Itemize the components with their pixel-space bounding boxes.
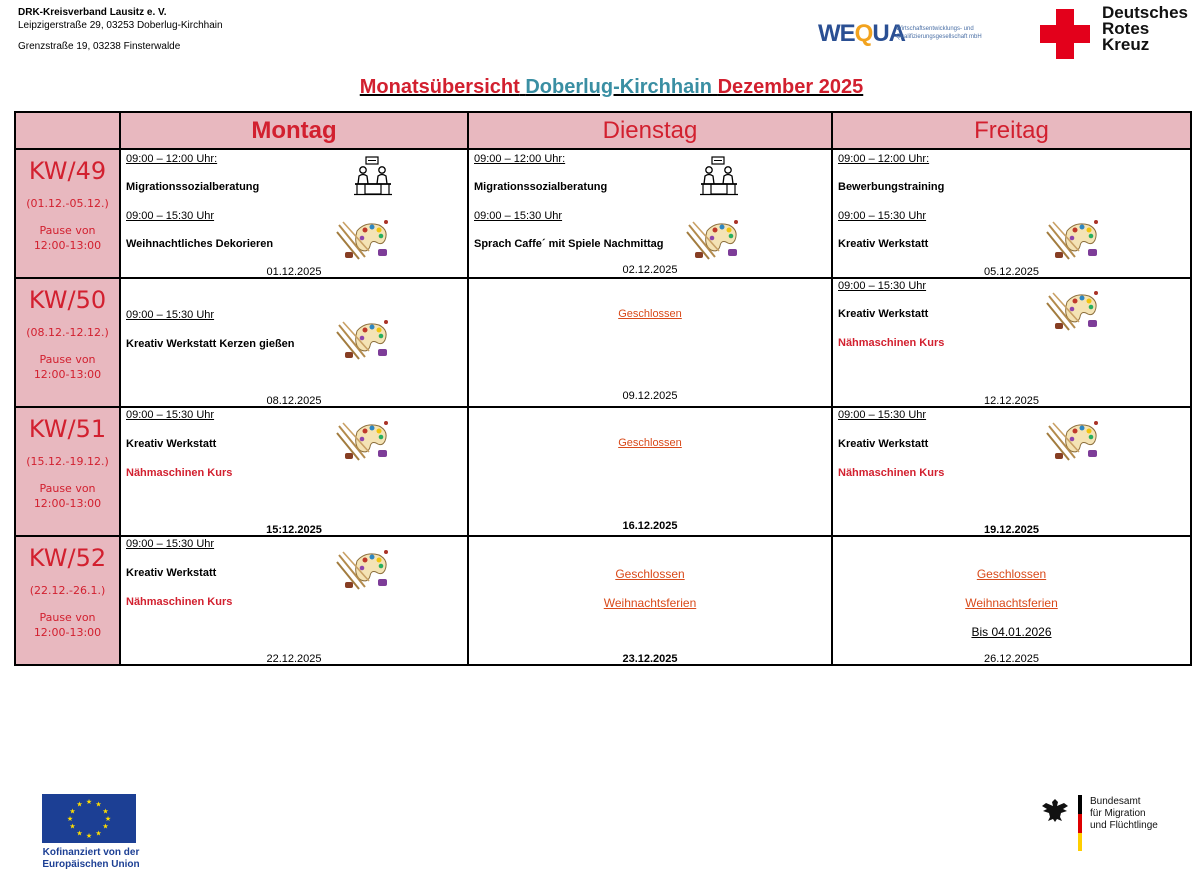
activity: Kreativ Werkstatt: [838, 308, 929, 320]
week-pause: Pause von 12:00-13:00: [33, 482, 102, 510]
week-row-49: [15, 149, 1191, 278]
time-slot: 09:00 – 12:00 Uhr:: [474, 153, 566, 165]
cell-date: 15:12.2025: [266, 524, 322, 536]
schedule-cell-monday: [120, 278, 468, 407]
sewing-course: Nähmaschinen Kurs: [126, 596, 233, 608]
schedule-cell-tuesday: [468, 536, 832, 665]
german-flag-bar-icon: [1078, 795, 1082, 851]
week-pause: Pause von 12:00-13:00: [33, 611, 102, 639]
paint-palette-icon: [335, 420, 390, 462]
drk-logo: [1040, 4, 1200, 56]
svg-text:★: ★: [102, 822, 109, 831]
week-range: (22.12.-26.1.): [29, 584, 106, 597]
cell-date: 02.12.2025: [622, 264, 678, 276]
sewing-course: Nähmaschinen Kurs: [838, 337, 945, 349]
cell-date: 16.12.2025: [622, 520, 678, 532]
activity: Sprach Caffe´ mit Spiele Nachmittag: [474, 238, 664, 250]
activity: Migrationssozialberatung: [126, 181, 260, 193]
week-range: (01.12.-05.12.): [26, 197, 109, 210]
bamf-wordmark: Bundesamt für Migration und Flüchtlinge: [1090, 796, 1158, 831]
schedule-cell-monday: [120, 536, 468, 665]
week-range: (15.12.-19.12.): [26, 455, 109, 468]
schedule-cell-monday: [120, 407, 468, 536]
address-line-2: Grenzstraße 19, 03238 Finsterwalde: [18, 41, 181, 52]
paint-palette-icon: [335, 319, 390, 361]
week-range: (08.12.-12.12.): [26, 326, 109, 339]
schedule-cell-friday: [832, 278, 1191, 407]
cell-date: 08.12.2025: [266, 395, 322, 407]
cell-date: 12.12.2025: [983, 395, 1040, 407]
organization-name: DRK-Kreisverband Lausitz e. V.: [18, 7, 167, 18]
red-cross-icon: [1040, 9, 1090, 59]
activity: Kreativ Werkstatt: [838, 438, 929, 450]
page-title: [0, 76, 1200, 99]
cell-date: 22.12.2025: [266, 653, 322, 665]
sewing-course: Nähmaschinen Kurs: [126, 467, 233, 479]
week-number: KW/51: [28, 415, 107, 443]
week-label-cell: [15, 278, 120, 407]
schedule-cell-friday: [832, 536, 1191, 665]
week-number: KW/49: [28, 157, 107, 185]
closed-status: Geschlossen: [615, 567, 685, 581]
day-header-friday: Freitag: [832, 112, 1191, 149]
time-slot: 09:00 – 15:30 Uhr: [838, 210, 927, 222]
paint-palette-icon: [685, 219, 740, 261]
title-part-1: Monatsübersicht: [359, 76, 520, 98]
schedule-cell-tuesday: [468, 149, 832, 278]
cell-date: 19.12.2025: [983, 524, 1040, 536]
svg-text:★: ★: [85, 798, 93, 806]
activity: Kreativ Werkstatt: [838, 238, 929, 250]
day-header-monday: Montag: [120, 112, 468, 149]
schedule-cell-monday: [120, 149, 468, 278]
title-part-2: Doberlug-Kirchhain: [525, 76, 713, 98]
closed-status: Geschlossen: [618, 308, 682, 320]
time-slot: 09:00 – 15:30 Uhr: [126, 210, 215, 222]
svg-text:★: ★: [95, 800, 102, 809]
wequa-wordmark: WEQUA: [818, 20, 906, 47]
closed-status: Geschlossen: [618, 437, 682, 449]
eu-cofinance-text: Kofinanziert von der Europäischen Union: [42, 847, 140, 870]
cell-date: 05.12.2025: [983, 266, 1040, 278]
svg-text:★: ★: [69, 807, 76, 816]
holiday-note: Weihnachtsferien: [603, 596, 697, 610]
svg-text:★: ★: [76, 829, 83, 838]
week-number: KW/50: [28, 286, 107, 314]
week-label-cell: [15, 536, 120, 665]
schedule-cell-tuesday: [468, 407, 832, 536]
svg-text:★: ★: [76, 800, 83, 809]
activity: Bewerbungstraining: [838, 181, 945, 193]
drk-wordmark: Deutsches Rotes Kreuz: [1102, 3, 1188, 54]
week-pause: Pause von 12:00-13:00: [33, 353, 102, 381]
week-label-cell: [15, 149, 120, 278]
schedule-table: [14, 111, 1192, 666]
svg-text:★: ★: [85, 832, 93, 840]
paint-palette-icon: [335, 219, 390, 261]
day-header-tuesday: Dienstag: [468, 112, 832, 149]
week-row-50: [15, 278, 1191, 407]
closed-status: Geschlossen: [976, 567, 1047, 581]
eu-flag-logo: [42, 794, 136, 843]
holiday-note: Weihnachtsferien: [965, 596, 1058, 610]
paint-palette-icon: [1045, 219, 1100, 261]
wequa-subtitle: Wirtschaftsentwicklungs- und Qualifizierungsgesellschaft mbH: [896, 26, 982, 40]
time-slot: 09:00 – 15:30 Uhr: [126, 309, 215, 321]
consultation-desk-icon: [353, 156, 393, 196]
time-slot: 09:00 – 15:30 Uhr: [838, 409, 927, 421]
federal-eagle-icon: [1040, 797, 1070, 823]
paint-palette-icon: [1045, 290, 1100, 332]
holiday-until: Bis 04.01.2026: [971, 625, 1052, 639]
title-part-3: Dezember 2025: [717, 76, 864, 98]
time-slot: 09:00 – 15:30 Uhr: [126, 409, 215, 421]
consultation-desk-icon: [699, 156, 739, 196]
schedule-cell-friday: [832, 149, 1191, 278]
organization-address: [18, 6, 223, 53]
bamf-logo: [1040, 795, 1190, 855]
time-slot: 09:00 – 12:00 Uhr:: [838, 153, 930, 165]
address-line-1: Leipzigerstraße 29, 03253 Doberlug-Kirchhain: [18, 20, 223, 31]
activity: Kreativ Werkstatt Kerzen gießen: [126, 338, 295, 350]
week-row-52: [15, 536, 1191, 665]
activity: Weihnachtliches Dekorieren: [126, 238, 274, 250]
paint-palette-icon: [1045, 420, 1100, 462]
cell-date: 09.12.2025: [622, 390, 678, 402]
sewing-course: Nähmaschinen Kurs: [838, 467, 945, 479]
eu-stars-icon: [42, 794, 136, 843]
week-number: KW/52: [28, 544, 107, 572]
corner-cell: [15, 112, 120, 149]
svg-text:★: ★: [102, 807, 109, 816]
activity: Kreativ Werkstatt: [126, 567, 217, 579]
svg-text:★: ★: [66, 815, 74, 823]
schedule-cell-friday: [832, 407, 1191, 536]
time-slot: 09:00 – 15:30 Uhr: [474, 210, 563, 222]
wequa-logo: [818, 18, 993, 52]
week-pause: Pause von 12:00-13:00: [33, 224, 102, 252]
week-row-51: [15, 407, 1191, 536]
svg-text:★: ★: [69, 822, 76, 831]
svg-text:★: ★: [95, 829, 102, 838]
paint-palette-icon: [335, 549, 390, 591]
cell-date: 23.12.2025: [622, 653, 678, 665]
activity: Migrationssozialberatung: [474, 181, 608, 193]
time-slot: 09:00 – 12:00 Uhr:: [126, 153, 218, 165]
header-row: [15, 112, 1191, 149]
schedule-cell-tuesday: [468, 278, 832, 407]
cell-date: 01.12.2025: [266, 266, 322, 278]
svg-text:★: ★: [104, 815, 112, 823]
activity: Kreativ Werkstatt: [126, 438, 217, 450]
time-slot: 09:00 – 15:30 Uhr: [126, 538, 215, 550]
time-slot: 09:00 – 15:30 Uhr: [838, 280, 927, 292]
week-label-cell: [15, 407, 120, 536]
cell-date: 26.12.2025: [983, 653, 1040, 665]
